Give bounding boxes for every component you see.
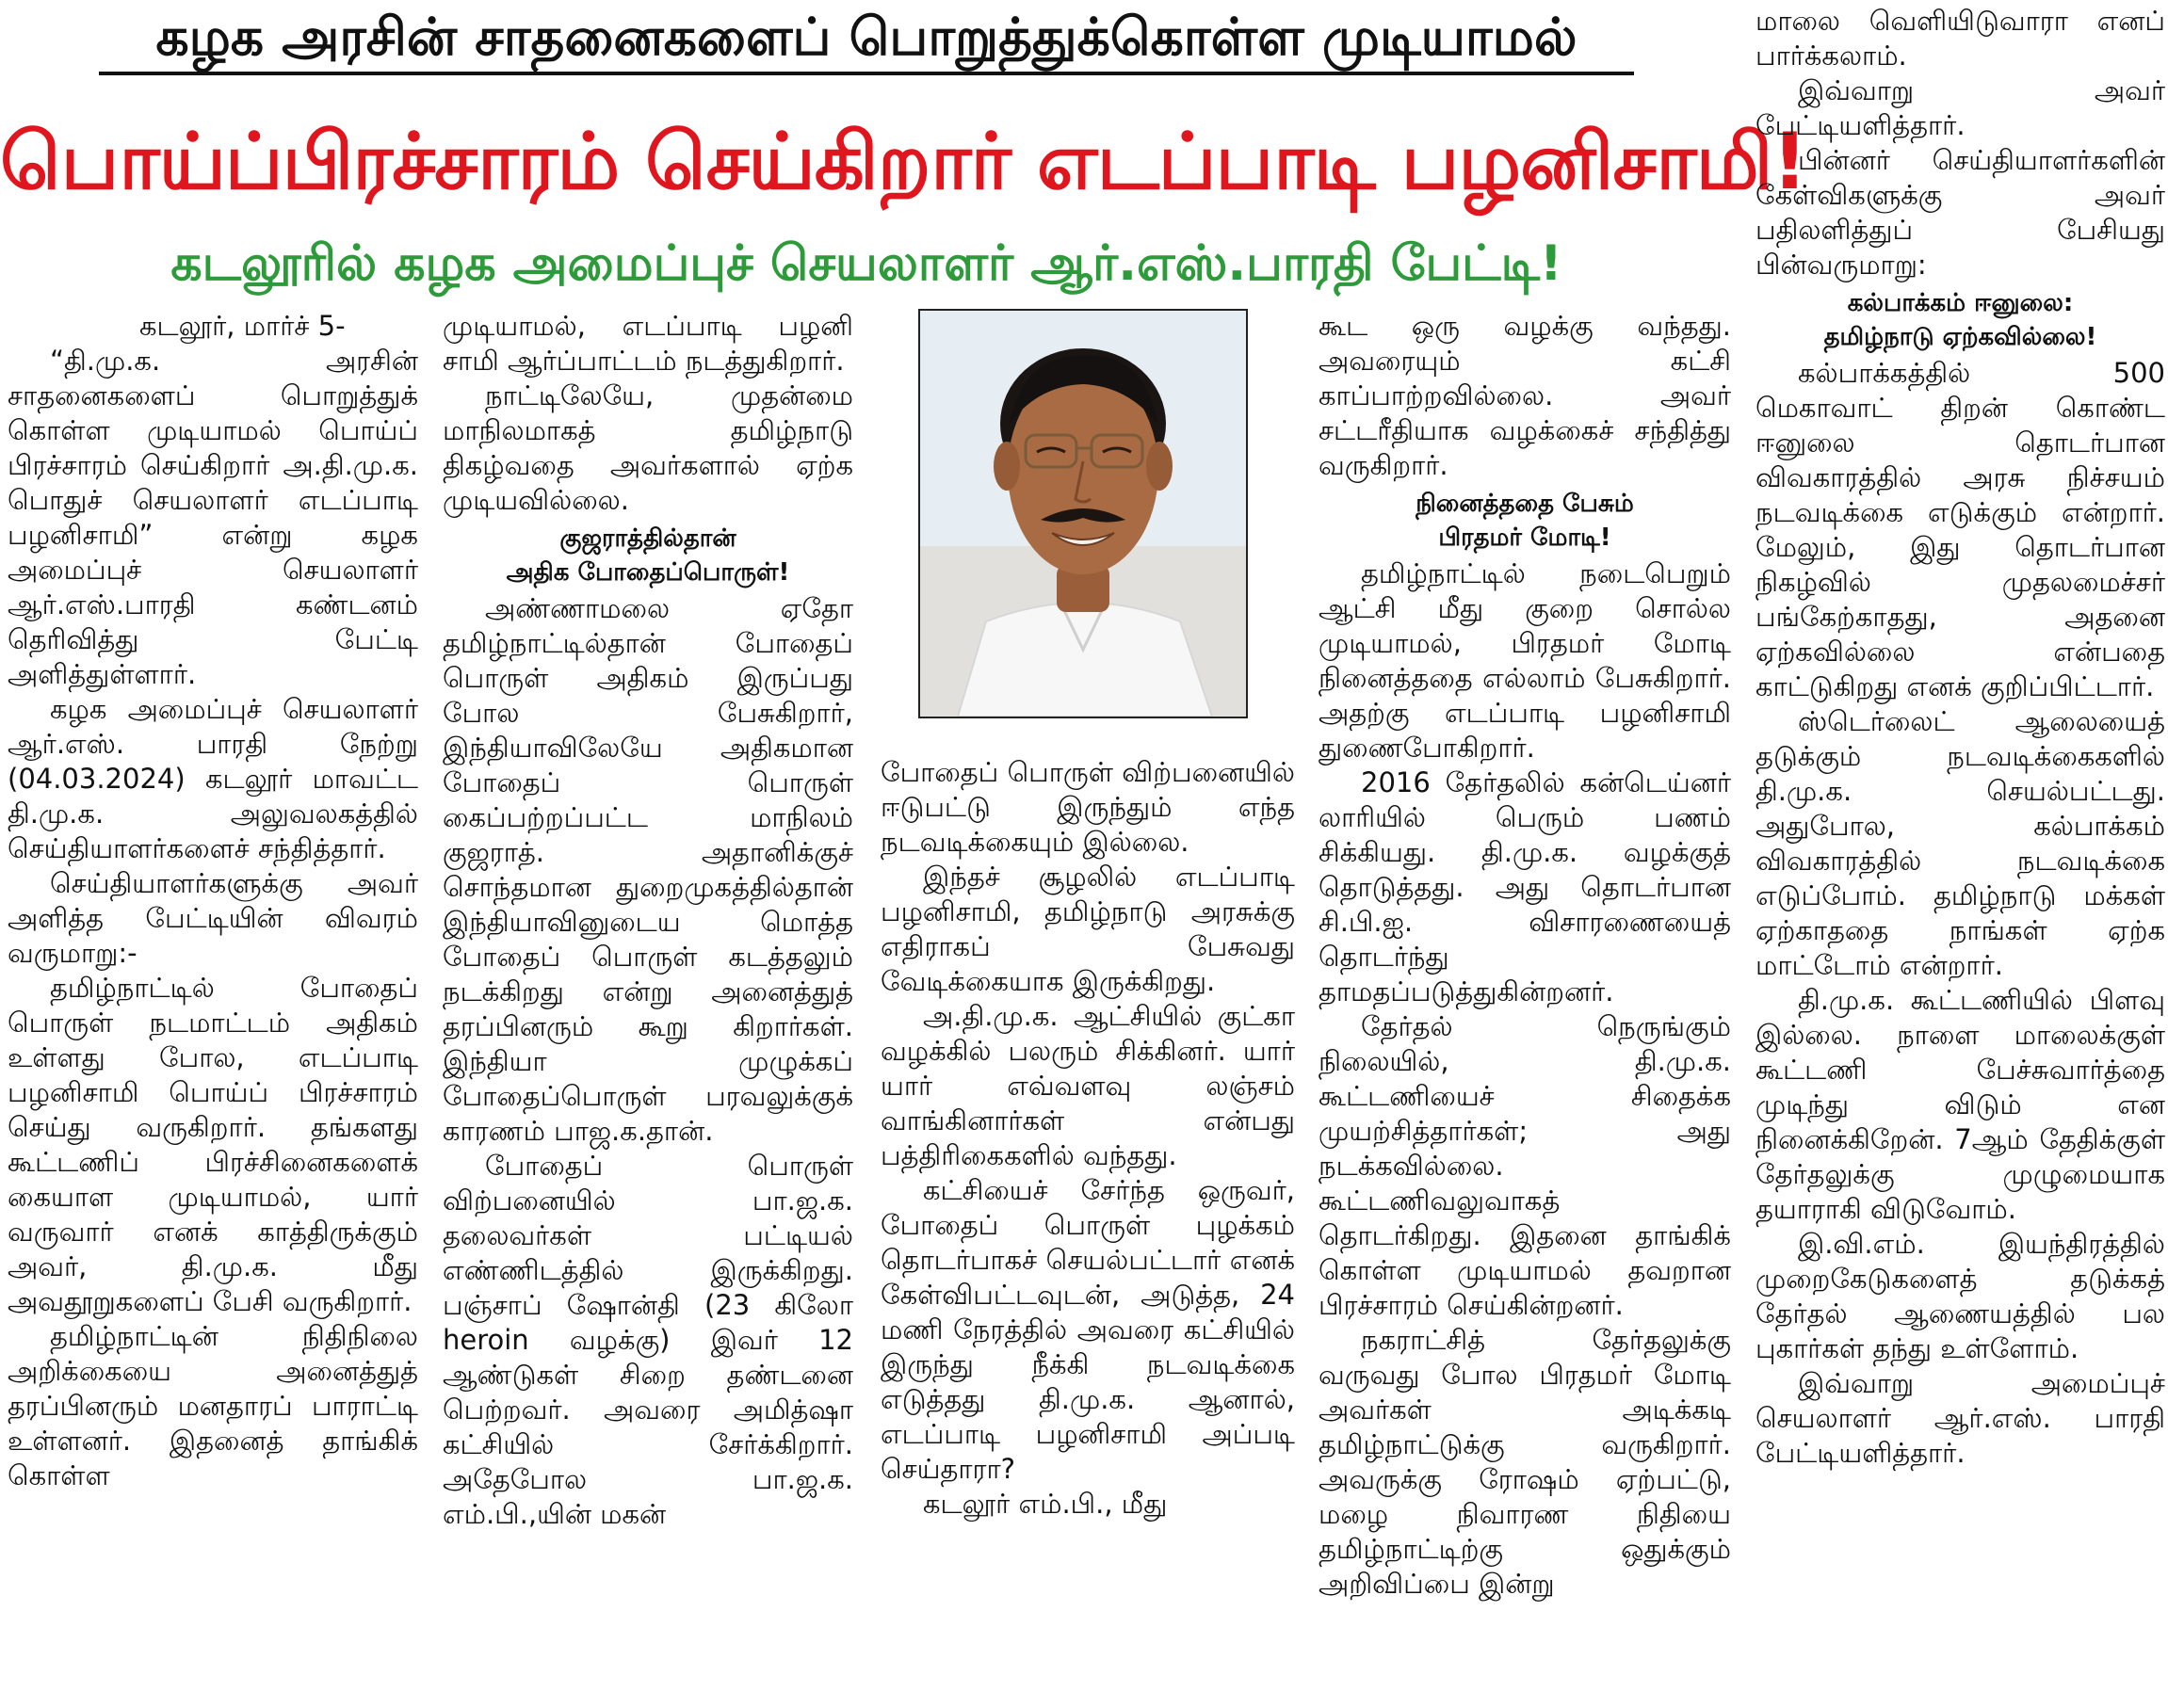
paragraph: போதைப் பொருள் விற்பனையில் பா.ஜ.க. தலைவர்கள் பட்டியல் எண்ணிடத்தில் இருக்கிறது. பஞ்சாப் ஷோன்தி (23 கிலோ heroin வழக்கு) இவர் 12 ஆண்டுகள் சிறை தண்டனை பெற்றவர். அவரை அமித்ஷா கட்சியில் சேர்க்கிறார். அதேபோல பா.ஜ.க. எம்.பி.,யின் மகன்	[443, 1150, 853, 1530]
paragraph: கட்சியைச் சேர்ந்த ஒருவர், போதைப் பொருள் புழக்கம் தொடர்பாகச் செயல்பட்டார் எனக் கேள்விபட்டவுடன், அடுத்த, 24 மணி நேரத்தில் அவரை கட்சியில் இருந்து நீக்கி நடவடிக்கை எடுத்தது தி.மு.க. ஆனால், எடப்பாடி பழனிசாமி அப்படி செய்தாரா?	[881, 1174, 1295, 1485]
portrait-illustration	[920, 311, 1246, 717]
paragraph: தமிழ்நாட்டின் நிதிநிலை அறிக்கையை அனைத்துத் தரப்பினரும் மனதாரப் பாராட்டி உள்ளனர். இதனைத் தாங்கிக் கொள்ள	[8, 1320, 418, 1491]
subhead-line: அதிக போதைப்பொருள்!	[506, 558, 790, 587]
article-column-2	[443, 309, 853, 1708]
paragraph: ஸ்டெர்லைட் ஆலையைத் தடுக்கும் நடவடிக்கைகளில் தி.மு.க. செயல்பட்டது. அதுபோல, கல்பாக்கம் விவகாரத்தில் நடவடிக்கை எடுப்போம். தமிழ்நாடு மக்கள் ஏற்காததை நாங்கள் ஏற்க மாட்டோம் என்றார்.	[1755, 705, 2165, 981]
paragraph: இ.வி.எம். இயந்திரத்தில் முறைகேடுகளைத் தடுக்கத் தேர்தல் ஆணையத்தில் பல புகார்கள் தந்து உள்ளோம்.	[1755, 1228, 2165, 1364]
article-column-3	[881, 755, 1295, 1708]
paragraph: கடலூர் எம்.பி., மீது	[923, 1488, 1168, 1520]
subhead-line: கல்பாக்கம் ஈனுலை:	[1847, 289, 2074, 317]
section-subhead	[1319, 487, 1731, 555]
paragraph: அண்ணாமலை ஏதோ தமிழ்நாட்டில்தான் போதைப் பொருள் அதிகம் இருப்பது போல பேசுகிறார், இந்தியாவிலேயே அதிகமான போதைப் பொருள் கைப்பற்றப்பட்ட மாநிலம் குஜராத். அதானிக்குச் சொந்தமான துறைமுகத்தில்தான் இந்தியாவினுடைய மொத்த போதைப் பொருள் கடத்தலும் நடக்கிறது என்று அனைத்துத் தரப்பினரும் கூறு கிறார்கள். இந்தியா முழுக்கப் போதைப்பொருள் பரவலுக்குக் காரணம் பாஜ.க.தான்.	[443, 592, 853, 1147]
paragraph: பின்னர் செய்தியாளர்களின் கேள்விகளுக்கு அவர் பதிலளித்துப் பேசியது பின்வருமாறு:	[1755, 144, 2165, 281]
paragraph: இந்தச் சூழலில் எடப்பாடி பழனிசாமி, தமிழ்நாடு அரசுக்கு எதிராகப் பேசுவது வேடிக்கையாக இருக்கிறது.	[881, 861, 1295, 997]
paragraph: “தி.மு.க. அரசின் சாதனைகளைப் பொறுத்துக் கொள்ள முடியாமல் பொய்ப் பிரச்சாரம் செய்கிறார் அ.தி.மு.க. பொதுச் செயலாளர் எடப்பாடி பழனிசாமி” என்று கழக அமைப்புச் செயலாளர் ஆர்.எஸ்.பாரதி கண்டனம் தெரிவித்து பேட்டி அளித்துள்ளார்.	[8, 345, 418, 690]
section-subhead	[1755, 286, 2165, 354]
paragraph: கழக அமைப்புச் செயலாளர் ஆர்.எஸ். பாரதி நேற்று (04.03.2024) கடலூர் மாவட்ட தி.மு.க. அலுவலகத்தில் செய்தியாளர்களைச் சந்தித்தார்.	[8, 693, 418, 864]
paragraph: தேர்தல் நெருங்கும் நிலையில், தி.மு.க. கூட்டணியைச் சிதைக்க முயற்சித்தார்கள்; அது நடக்கவில்லை. கூட்டணிவலுவாகத் தொடர்கிறது. இதனை தாங்கிக் கொள்ள முடியாமல் தவறான பிரச்சாரம் செய்கின்றனர்.	[1319, 1010, 1731, 1321]
paragraph: இவ்வாறு அவர் பேட்டியளித்தார்.	[1755, 74, 2165, 141]
paragraph: செய்தியாளர்களுக்கு அவர் அளித்த பேட்டியின் விவரம் வருமாறு:-	[8, 867, 418, 969]
article-column-5	[1755, 4, 2165, 1708]
subheadline: கடலூரில் கழக அமைப்புச் செயலாளர் ஆர்.எஸ்.பாரதி பேட்டி!	[170, 235, 1562, 292]
paragraph: தமிழ்நாட்டில் போதைப் பொருள் நடமாட்டம் அதிகம் உள்ளது போல, எடப்பாடி பழனிசாமி பொய்ப் பிரச்சாரம் செய்து வருகிறார். தங்களது கூட்டணிப் பிரச்சினைகளைக் கையாள முடியாமல், யார் வருவார் எனக் காத்திருக்கும் அவர், தி.மு.க. மீது அவதூறுகளைப் பேசி வருகிறார்.	[8, 972, 418, 1317]
paragraph: தி.மு.க. கூட்டணியில் பிளவு இல்லை. நாளை மாலைக்குள் கூட்டணி பேச்சுவார்த்தை முடிந்து விடும் என நினைக்கிறேன். 7ஆம் தேதிக்குள் தேர்தலுக்கு முழுமையாக தயாராகி விடுவோம்.	[1755, 984, 2165, 1225]
paragraph: நகராட்சித் தேர்தலுக்கு வருவது போல பிரதமர் மோடி அவர்கள் அடிக்கடி தமிழ்நாட்டுக்கு வருகிறார். அவருக்கு ரோஷம் ஏற்பட்டு, மழை நிவாரண நிதியை தமிழ்நாட்டிற்கு ஒதுக்கும் அறிவிப்பை இன்று	[1319, 1324, 1731, 1600]
paragraph: தமிழ்நாட்டில் நடைபெறும் ஆட்சி மீது குறை சொல்ல முடியாமல், பிரதமர் மோடி நினைத்ததை எல்லாம் பேசுகிறார். அதற்கு எடப்பாடி பழனிசாமி துணைபோகிறார்.	[1319, 557, 1731, 764]
article-column-4	[1319, 309, 1731, 1708]
paragraph: இவ்வாறு அமைப்புச் செயலாளர் ஆர்.எஸ். பாரதி பேட்டியளித்தார்.	[1755, 1367, 2165, 1469]
article-column-1	[8, 309, 418, 1708]
kicker-line: கழக அரசின் சாதனைகளைப் பொறுத்துக்கொள்ள முடியாமல்	[99, 2, 1634, 75]
paragraph: மாலை வெளியிடுவாரா எனப் பார்க்கலாம்.	[1755, 5, 2165, 72]
paragraph: நாட்டிலேயே, முதன்மை மாநிலமாகத் தமிழ்நாடு திகழ்வதை அவர்களால் ஏற்க முடியவில்லை.	[443, 379, 853, 516]
section-subhead	[443, 522, 853, 589]
subhead-line: குஜராத்தில்தான்	[559, 524, 736, 553]
paragraph: போதைப் பொருள் விற்பனையில் ஈடுபட்டு இருந்தும் எந்த நடவடிக்கையும் இல்லை.	[881, 756, 1295, 858]
portrait-photo	[918, 309, 1248, 718]
subhead-line: தமிழ்நாடு ஏற்கவில்லை!	[1823, 323, 2097, 351]
paragraph: அ.தி.மு.க. ஆட்சியில் குட்கா வழக்கில் பலரும் சிக்கினர். யார் யார் எவ்வளவு லஞ்சம் வாங்கினார்கள் என்பது பத்திரிகைகளில் வந்தது.	[881, 1000, 1295, 1171]
paragraph: 2016 தேர்தலில் கன்டெய்னர் லாரியில் பெரும் பணம் சிக்கியது. தி.மு.க. வழக்குத் தொடுத்தது. அது தொடர்பான சி.பி.ஐ. விசாரணையைத் தொடர்ந்து தாமதப்படுத்துகின்றனர்.	[1319, 766, 1731, 1007]
headline: பொய்ப்பிரச்சாரம் செய்கிறார் எடப்பாடி பழனிசாமி!	[0, 116, 1807, 207]
subhead-line: நினைத்ததை பேசும்	[1416, 490, 1634, 518]
paragraph: கூட ஒரு வழக்கு வந்தது. அவரையும் கட்சி காப்பாற்றவில்லை. அவர் சட்டரீதியாக வழக்கைச் சந்தித்து வருகிறார்.	[1319, 310, 1731, 481]
paragraph: கல்பாக்கத்தில் 500 மெகாவாட் திறன் கொண்ட ஈனுலை தொடர்பான விவகாரத்தில் அரசு நிச்சயம் நடவடிக்கை எடுக்கும் என்றார். மேலும், இது தொடர்பான நிகழ்வில் முதலமைச்சர் பங்கேற்காதது, அதனை ஏற்கவில்லை என்பதை காட்டுகிறது எனக் குறிப்பிட்டார்.	[1755, 357, 2165, 702]
dateline: கடலூர், மார்ச் 5-	[139, 310, 346, 342]
subhead-line: பிரதமர் மோடி!	[1438, 524, 1611, 552]
paragraph: முடியாமல், எடப்பாடி பழனி சாமி ஆர்ப்பாட்டம் நடத்துகிறார்.	[443, 310, 853, 377]
